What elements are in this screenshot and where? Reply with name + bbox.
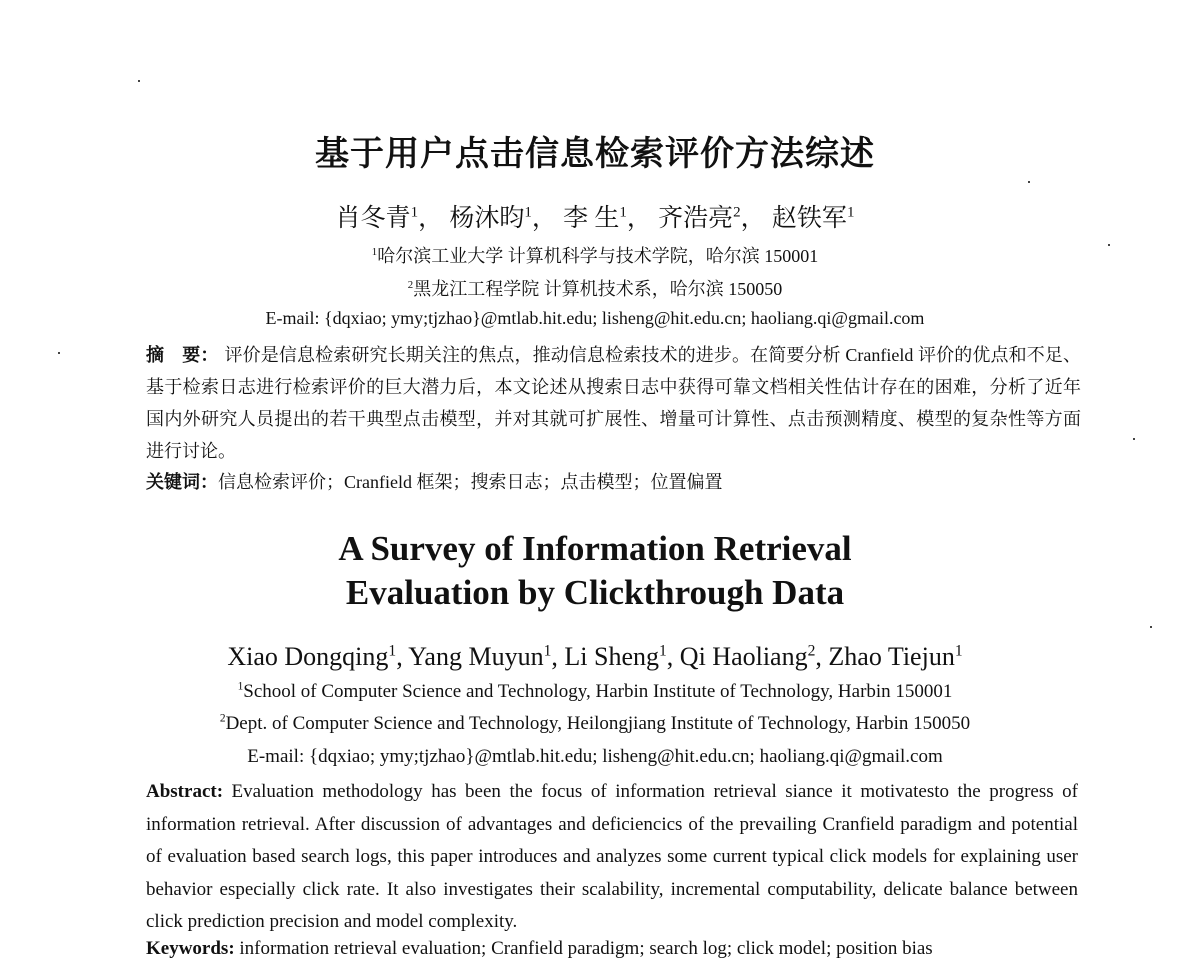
cn-affiliation-1: $^1$哈尔滨工业大学 计算机科学与技术学院，哈尔滨 150001 — [371, 246, 819, 266]
cn-author-list — [0, 198, 1190, 234]
scan-speck — [58, 352, 60, 354]
en-abstract-text: Evaluation methodology has been the focus of information retrieval siance it motivatesto the progress of information retrieval. After discussion of advantages and deficiencics of the prevailing Cranfield paradigm and potential of evaluation based search logs, this paper introduces and analyzes some current typical click models for explaining user behavior especially click rate. It also investigates their scalability, incremental computability, delicate balance between click prediction precision and model complexity. — [146, 781, 1078, 932]
cn-abstract-label: 摘 要： — [146, 345, 219, 365]
cn-author: 肖冬青$^1$， — [335, 204, 444, 232]
cn-author: 齐浩亮$^2$， — [658, 204, 766, 232]
cn-keywords — [146, 468, 722, 494]
cn-keywords-label: 关键词： — [146, 472, 218, 492]
en-paper-title: A Survey of Information Retrieval Evaluation by Clickthrough Data — [338, 529, 852, 612]
scan-speck — [138, 80, 140, 82]
en-author: Zhao Tiejun$^1$ — [828, 642, 963, 671]
en-abstract-label: Abstract: — [146, 781, 224, 802]
cn-author: 李 生$^1$， — [563, 204, 652, 232]
en-keywords-text: information retrieval evaluation; Cranfield paradigm; search log; click model; position bias — [234, 938, 933, 959]
cn-affiliation-2: $^2$黑龙江工程学院 计算机技术系，哈尔滨 150050 — [407, 279, 783, 299]
cn-author: 杨沐昀$^1$， — [449, 204, 557, 232]
cn-keywords-text: 信息检索评价；Cranfield 框架；搜索日志；点击模型；位置偏置 — [218, 472, 723, 492]
en-author: Qi Haoliang$^2$, — [679, 642, 829, 671]
en-author: Yang Muyun$^1$, — [408, 642, 565, 671]
scan-speck — [1028, 181, 1030, 183]
en-author: Li Sheng$^1$, — [564, 642, 680, 671]
en-keywords — [146, 938, 933, 960]
en-affiliation-1: $^1$School of Computer Science and Technology, Harbin Institute of Technology, Harbin 150001 — [237, 680, 953, 702]
scan-speck — [1150, 626, 1152, 628]
en-keywords-label: Keywords: — [146, 938, 235, 959]
cn-paper-title: 基于用户点击信息检索评价方法综述 — [315, 136, 875, 173]
cn-abstract-text: 评价是信息检索研究长期关注的焦点，推动信息检索技术的进步。在简要分析 Cranfield 评价的优点和不足、基于检索日志进行检索评价的巨大潜力后，本文论述从搜索日志中获得可靠文档相关性估计存在的困难，分析了近年国内外研究人员提出的若干典型点击模型，并对其就可扩展性、增量可计算性、点击预测精度、模型的复杂性等方面进行讨论。 — [146, 345, 1081, 461]
cn-abstract — [146, 339, 1081, 467]
en-email-line: E-mail: {dqxiao; ymy;tjzhao}@mtlab.hit.edu; lisheng@hit.edu.cn; haoliang.qi@gmail.com — [247, 746, 943, 767]
en-author: Xiao Dongqing$^1$, — [227, 642, 409, 671]
en-affiliation-2: $^2$Dept. of Computer Science and Technology, Heilongjiang Institute of Technology, Harbin 150050 — [219, 712, 971, 734]
en-author-list — [0, 642, 1190, 672]
cn-email-line: E-mail: {dqxiao; ymy;tjzhao}@mtlab.hit.edu; lisheng@hit.edu.cn; haoliang.qi@gmail.com — [265, 308, 925, 328]
scan-speck — [1133, 438, 1135, 440]
cn-author: 赵铁军$^1$ — [771, 204, 855, 232]
en-abstract — [146, 776, 1078, 939]
